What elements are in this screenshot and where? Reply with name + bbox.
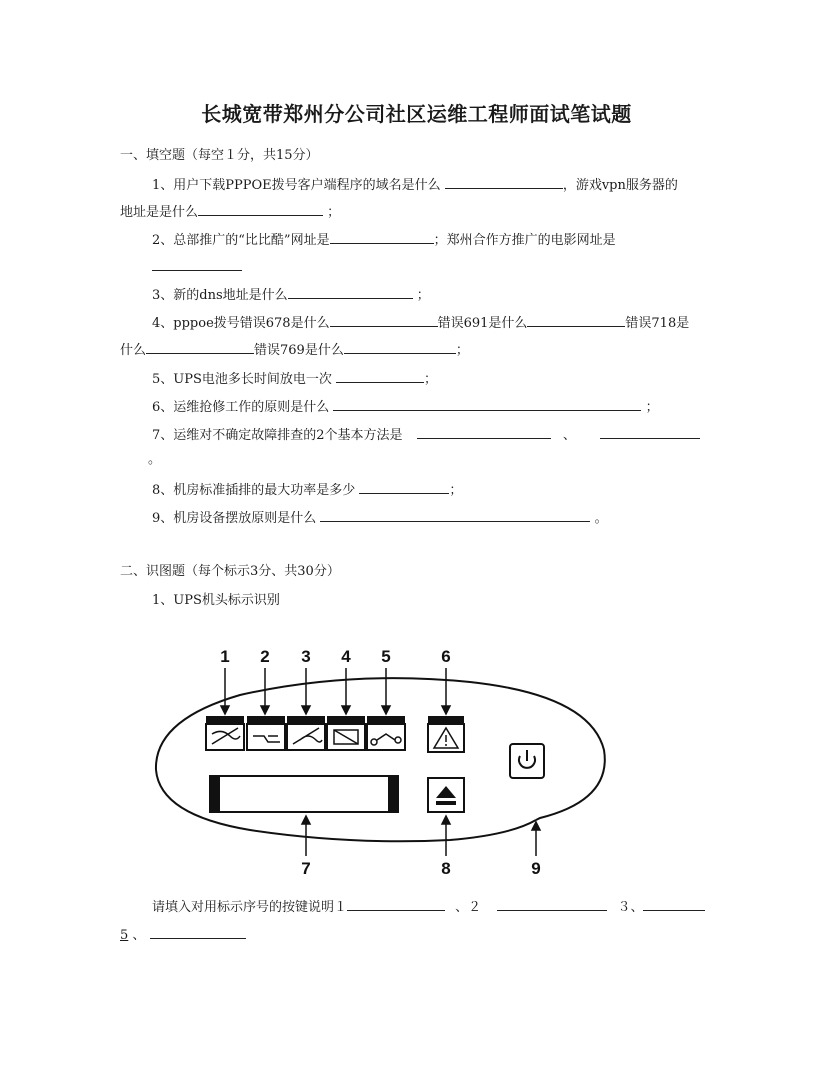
- answer-blank-3[interactable]: [643, 898, 705, 911]
- question-4-text-c: 错误718是: [625, 316, 690, 331]
- question-1-text-a: 1、用户下载PPPOE拨号客户端程序的域名是什么: [152, 178, 441, 193]
- question-4-blank-4[interactable]: [344, 341, 456, 354]
- question-4-blank-1[interactable]: [330, 314, 438, 327]
- question-4-text-a: 4、pppoe拨号错误678是什么: [152, 316, 330, 331]
- question-3: [152, 286, 430, 304]
- question-9-blank[interactable]: [320, 509, 590, 522]
- callout-label-4: 4: [341, 647, 351, 666]
- question-1-blank-1[interactable]: [445, 176, 563, 189]
- question-7-text-b: 、: [562, 428, 576, 443]
- question-5-blank[interactable]: [336, 370, 424, 383]
- question-9: [152, 509, 608, 527]
- question-1-text-c: 地址是是什么: [120, 205, 199, 220]
- question-4-text-d: 什么: [120, 343, 147, 358]
- question-6-text-b: ；: [645, 400, 659, 415]
- question-3-text-a: 3、新的dns地址是什么: [152, 288, 288, 303]
- answer-text-e: 、: [132, 928, 146, 943]
- question-4-blank-2[interactable]: [527, 314, 625, 327]
- question-7-blank-2[interactable]: [600, 426, 700, 439]
- question-4-text-f: ；: [455, 343, 469, 358]
- question-1-line-1: [152, 176, 678, 194]
- indicator-4-icon: [327, 716, 365, 750]
- question-6-text-a: 6、运维抢修工作的原则是什么: [152, 400, 330, 415]
- question-7-line-1: [152, 426, 700, 444]
- question-8-blank[interactable]: [359, 481, 449, 494]
- question-1-text-b: ，游戏vpn服务器的: [562, 178, 678, 193]
- ups-panel-diagram: [150, 640, 630, 880]
- question-9-text-b: 。: [594, 511, 608, 526]
- question-2-line-1: [152, 231, 616, 249]
- callout-label-9: 9: [531, 859, 541, 878]
- answer-blank-2[interactable]: [497, 898, 607, 911]
- question-4-line-2: [120, 341, 469, 359]
- question-1-line-2: [120, 203, 340, 221]
- question-1-blank-2[interactable]: [198, 203, 323, 216]
- callout-label-2: 2: [260, 647, 270, 666]
- callout-label-8: 8: [441, 859, 451, 878]
- question-1-text-d: ；: [327, 205, 341, 220]
- question-5: [152, 370, 437, 388]
- callout-label-6: 6: [441, 647, 451, 666]
- lcd-display-7: [210, 776, 398, 812]
- answer-line-2: [120, 926, 246, 944]
- question-6: [152, 398, 659, 416]
- power-button-icon: [510, 744, 544, 778]
- indicator-3-icon: [287, 716, 325, 750]
- answer-blank-1[interactable]: [347, 898, 445, 911]
- question-2-blank-2[interactable]: [152, 258, 242, 271]
- question-7-blank-1[interactable]: [417, 426, 551, 439]
- question-4-text-e: 错误769是什么: [254, 343, 344, 358]
- question-7-end: 。: [148, 452, 162, 467]
- question-7-text-a: 7、运维对不确定故障排查的2个基本方法是: [152, 428, 403, 443]
- question-8: [152, 481, 462, 499]
- answer-line-1: [152, 898, 705, 916]
- question-3-blank[interactable]: [288, 286, 413, 299]
- answer-text-b: 、２: [455, 900, 482, 915]
- question-4-text-b: 错误691是什么: [437, 316, 528, 331]
- section-1-heading: 一、填空题（每空１分，共15分）: [120, 148, 319, 163]
- answer-text-a: 请填入对用标示序号的按键说明１: [152, 900, 348, 915]
- question-5-text-b: ；: [424, 372, 438, 387]
- eject-button-8-icon: [428, 778, 464, 812]
- question-2-blank-1[interactable]: [330, 231, 434, 244]
- section-2-heading: 二、识图题（每个标示3分、共30分）: [120, 564, 340, 579]
- question-2-line-2: [152, 258, 242, 276]
- callout-arrows: [221, 668, 540, 856]
- question-8-text-a: 8、机房标准插排的最大功率是多少: [152, 483, 356, 498]
- callout-label-1: 1: [220, 647, 230, 666]
- section-2-subheading: 1、UPS机头标示识别: [152, 593, 280, 608]
- question-5-text-a: 5、UPS电池多长时间放电一次: [152, 372, 332, 387]
- answer-blank-4[interactable]: [150, 926, 246, 939]
- question-9-text-a: 9、机房设备摆放原则是什么: [152, 511, 317, 526]
- question-8-text-b: ；: [449, 483, 463, 498]
- indicator-2-icon: [247, 716, 285, 750]
- question-6-blank[interactable]: [333, 398, 641, 411]
- question-2-text-b: ；郑州合作方推广的电影网址是: [433, 233, 616, 248]
- question-3-text-b: ；: [416, 288, 430, 303]
- answer-text-d: 5: [120, 928, 129, 943]
- callout-label-5: 5: [381, 647, 391, 666]
- callout-label-3: 3: [301, 647, 311, 666]
- answer-text-c: ３、: [617, 900, 644, 915]
- indicator-5-icon: [367, 716, 405, 750]
- indicator-1-icon: [206, 716, 244, 750]
- question-4-line-1: [152, 314, 689, 332]
- callout-label-7: 7: [301, 859, 311, 878]
- question-2-text-a: 2、总部推广的“比比酷”网址是: [152, 233, 330, 248]
- question-4-blank-3[interactable]: [146, 341, 254, 354]
- page-title: 长城宽带郑州分公司社区运维工程师面试笔试题: [201, 102, 632, 126]
- alarm-indicator-6-icon: [428, 716, 464, 752]
